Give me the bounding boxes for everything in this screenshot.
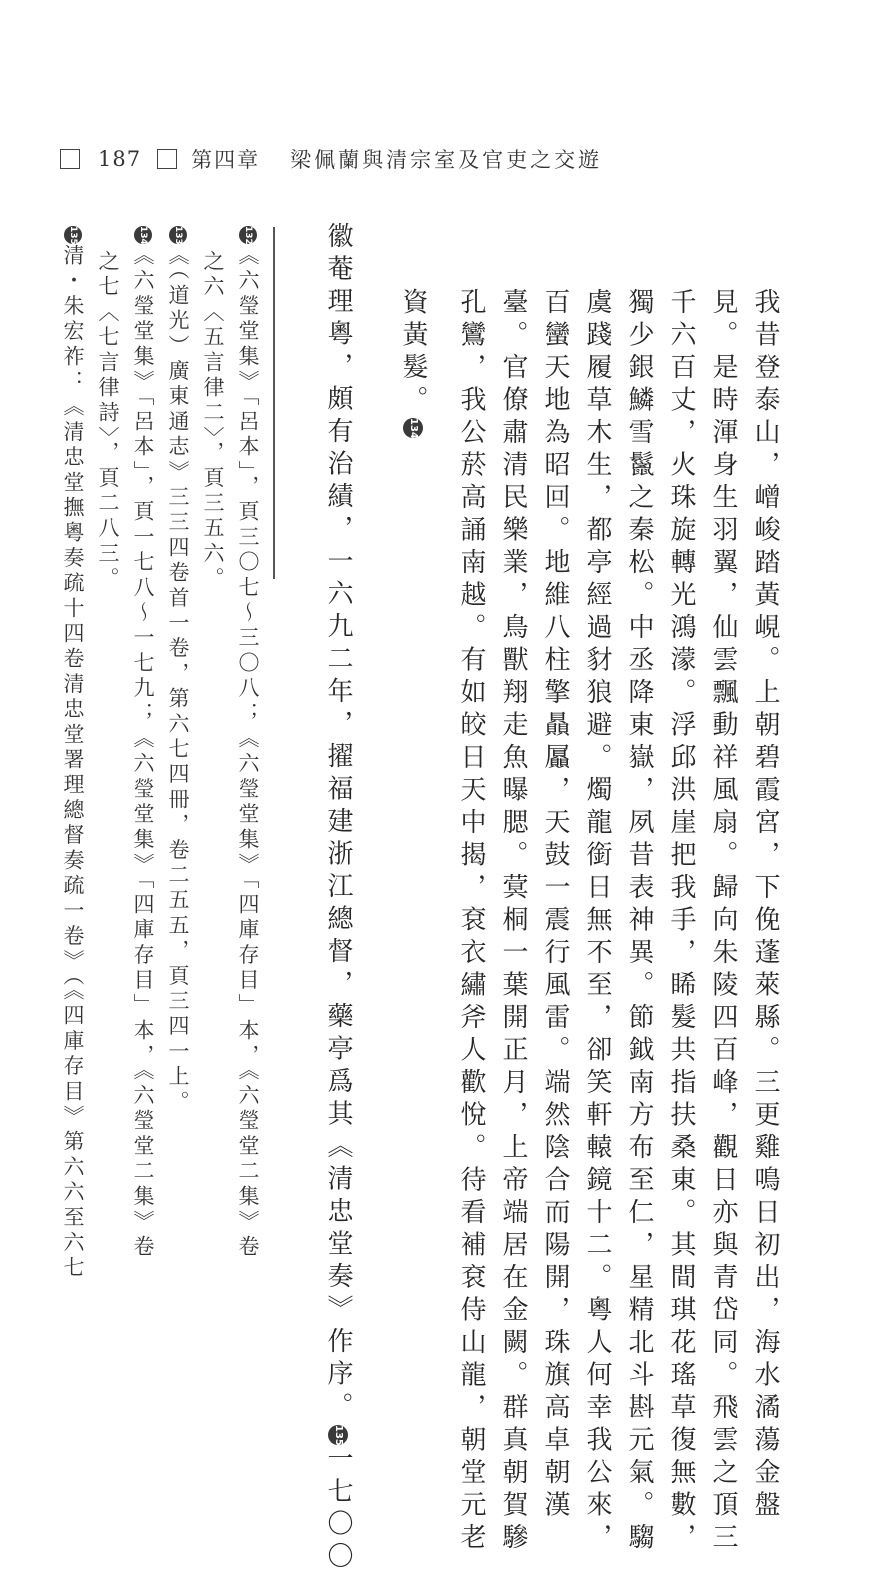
footnote-text: 清・朱宏祚：《清忠堂撫粵奏疏十四卷清忠堂署理總督奏疏一卷》（《四庫存目》第六六至六七	[61, 244, 85, 1282]
footnote-line: 之七〈七言律詩〉，頁二八三。	[96, 250, 120, 593]
footnote-text: 《（道光）廣東通志》三三四卷首一卷，第六七四冊，卷二五五，頁三四一上。	[166, 244, 190, 1116]
footnote-number: 133	[169, 226, 187, 244]
header-square-icon	[60, 149, 80, 169]
footnote-line	[233, 226, 263, 1260]
header-square-icon	[157, 149, 177, 169]
footnote-number: 134	[134, 226, 152, 244]
footnote-marker[interactable]: 134	[403, 418, 423, 438]
body-column: 我昔登泰山，嶒峻踏黃峴。上朝碧霞宮，下俛蓬萊縣。三更雞鳴日初出，海水潏蕩金盤	[750, 288, 780, 1523]
body-column: 見。是時渾身生羽翼，仙雲飄動祥風扇。歸向朱陵四百峰，觀日亦與青岱同。飛雲之頂三	[708, 288, 738, 1556]
footnote-line	[163, 226, 193, 1116]
footnote-divider	[273, 227, 275, 579]
body-column-last	[395, 288, 432, 438]
chapter-label: 第四章	[191, 148, 261, 172]
paragraph-column	[320, 222, 357, 1575]
footnote-text: 《六瑩堂集》「呂本」，頁三〇七～三〇八；《六瑩堂集》「四庫存目」本，《六瑩堂二集》卷	[236, 244, 260, 1261]
footnote-line: 之六〈五言律二〉，頁三五六。	[201, 250, 225, 593]
running-header	[60, 143, 602, 175]
footnote-number: 132	[239, 226, 257, 244]
footnote-line	[58, 226, 88, 1281]
footnote-text: 《六瑩堂集》「呂本」，頁一七八～一七九；《六瑩堂集》「四庫存目」本，《六瑩堂二集》卷	[131, 244, 155, 1261]
body-column: 千六百丈，火珠旋轉光鴻濛。浮邱洪崖把我手，睎髮共指扶桑東。其間琪花瑤草復無數，	[666, 288, 696, 1556]
body-column: 孔鸞，我公菸高誦南越。有如皎日天中揭，袞衣繡斧人歡悅。待看補袞侍山龍，朝堂元老	[456, 288, 486, 1556]
body-text: 資黃髮。	[398, 288, 428, 418]
body-column: 臺。官僚肅清民樂業，鳥獸翔走魚曝腮。蓂桐一葉開正月，上帝端居在金闕。群真朝賀驂	[498, 288, 528, 1556]
body-column: 虞踐履草木生，都亭經過豺狼避。燭龍銜日無不至，卻笑軒轅鏡十二。粵人何幸我公來，	[582, 288, 612, 1556]
body-column: 獨少銀鱗雪鬣之秦松。中丞降東嶽，夙昔表神異。節鉞南方布至仁，星精北斗斟元氣。騶	[624, 288, 654, 1556]
page-number: 187	[98, 147, 142, 171]
body-text: 徽菴理粵，頗有治績，一六九二年，擢福建浙江總督，藥亭爲其《清忠堂奏》作序。	[323, 222, 353, 1425]
footnote-line	[128, 226, 158, 1260]
footnote-marker[interactable]: 135	[328, 1425, 348, 1445]
footnote-number: 135	[64, 226, 82, 244]
body-text: 一七〇〇	[323, 1444, 353, 1575]
body-column: 百蠻天地為昭回。地維八柱擎贔屭，天鼓一震行風雷。端然陰合而陽開，珠旗高卓朝漢	[540, 288, 570, 1523]
chapter-title: 梁佩蘭與清宗室及官吏之交遊	[290, 148, 603, 172]
